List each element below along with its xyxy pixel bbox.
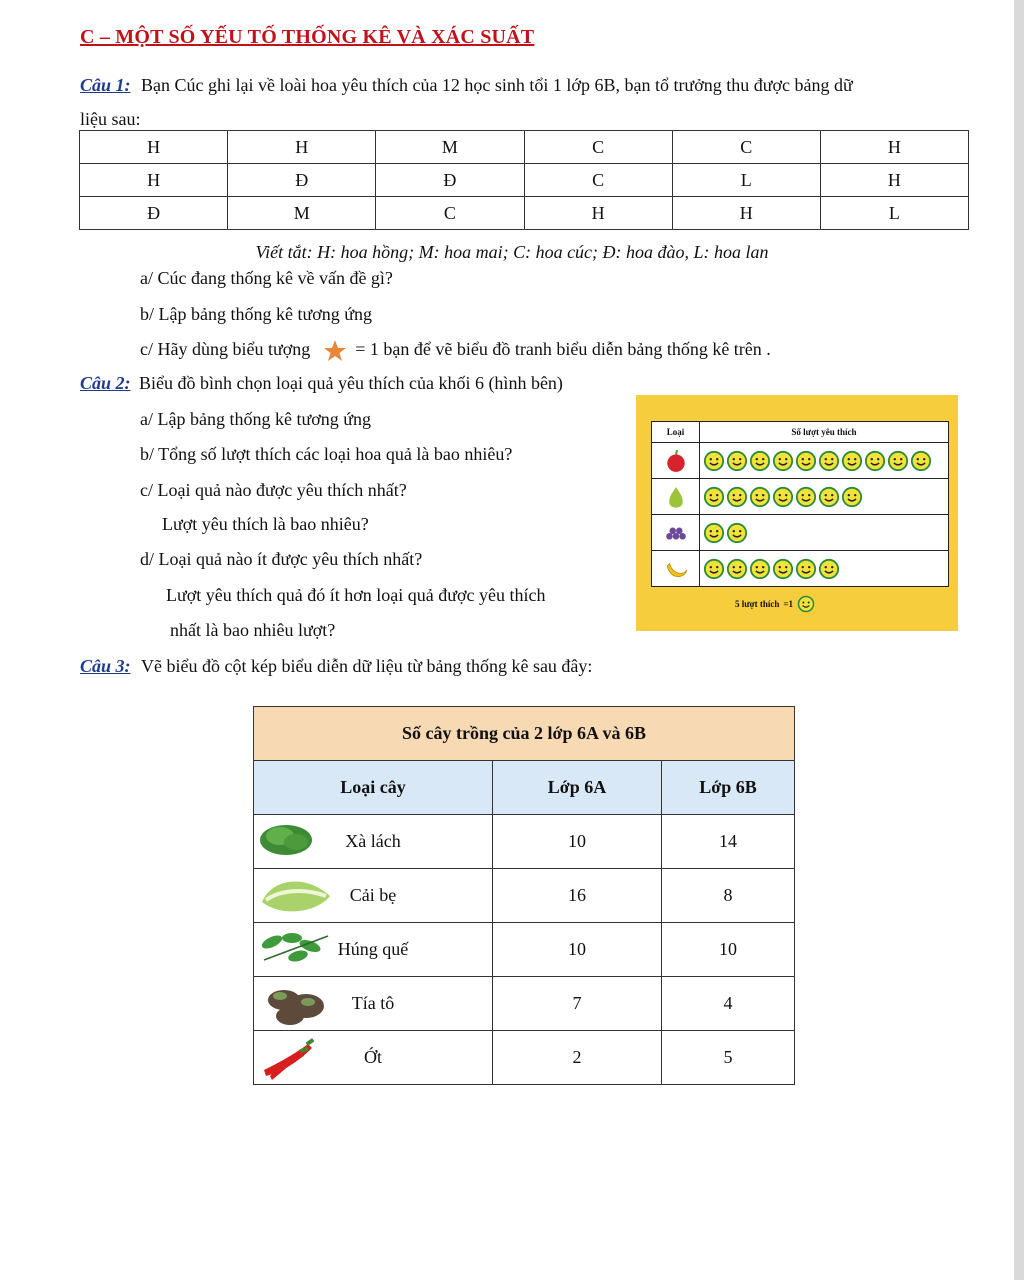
q1-table-cell: C xyxy=(524,164,672,197)
tree-name-cell xyxy=(254,977,493,1031)
tree-name: Húng quế xyxy=(337,939,409,959)
smiley-icon xyxy=(703,558,725,580)
q3-intro-line xyxy=(80,655,592,677)
q2-part-a: a/ Lập bảng thống kê tương ứng xyxy=(140,409,371,429)
smiley-icon xyxy=(887,450,909,472)
smiley-icon xyxy=(864,450,886,472)
q1-part-a: a/ Cúc đang thống kê về vấn đề gì? xyxy=(140,268,393,288)
q1-table-cell: H xyxy=(80,164,228,197)
bok-choy-icon xyxy=(258,872,334,920)
tree-count-6b: 5 xyxy=(662,1031,795,1085)
legend-eq: =1 xyxy=(783,599,794,609)
tree-table xyxy=(253,706,795,1085)
banana-icon xyxy=(664,557,688,581)
q2-intro-line xyxy=(80,372,563,394)
q1-part-c-after: = 1 bạn để vẽ biểu đồ tranh biểu diễn bảng thống kê trên . xyxy=(355,339,771,359)
tree-name-cell xyxy=(254,815,493,869)
q1-table-cell: H xyxy=(228,131,376,164)
smiley-icon xyxy=(772,486,794,508)
star-icon xyxy=(323,339,347,363)
smiley-icon xyxy=(795,450,817,472)
q2-part-d: d/ Loại quả nào ít được yêu thích nhất? xyxy=(140,549,423,569)
smiley-icon xyxy=(818,558,840,580)
q2-intro-text: Biểu đồ bình chọn loại quả yêu thích của khối 6 (hình bên) xyxy=(139,373,563,393)
smiley-icon xyxy=(797,595,815,613)
q1-table-cell: H xyxy=(524,197,672,230)
smiley-icon xyxy=(772,558,794,580)
perilla-icon xyxy=(258,980,334,1030)
pictograph-row xyxy=(652,550,948,586)
section-heading: C – MỘT SỐ YẾU TỐ THỐNG KÊ VÀ XÁC SUẤT xyxy=(80,26,535,48)
smiley-icon xyxy=(726,450,748,472)
lettuce-icon xyxy=(258,818,318,862)
smiley-icon xyxy=(749,486,771,508)
q2-part-d-cont2: nhất là bao nhiêu lượt? xyxy=(170,620,336,640)
pictograph-col-type: Loại xyxy=(652,422,700,442)
q1-table-row xyxy=(80,164,969,197)
smiley-icon xyxy=(795,486,817,508)
q1-table-cell: C xyxy=(524,131,672,164)
q1-table-cell: M xyxy=(376,131,524,164)
tree-table-row xyxy=(254,977,795,1031)
tree-table-row xyxy=(254,923,795,977)
q2-part-c-cont: Lượt yêu thích là bao nhiêu? xyxy=(162,514,369,534)
q2-part-b: b/ Tổng số lượt thích các loại hoa quả là bao nhiêu? xyxy=(140,444,513,464)
tree-name-cell xyxy=(254,1031,493,1085)
tree-header-6b: Lớp 6B xyxy=(662,761,795,815)
tree-name: Ớt xyxy=(364,1047,382,1067)
tree-name: Cải bẹ xyxy=(349,885,397,905)
q1-table-cell: L xyxy=(672,164,820,197)
smiley-icon xyxy=(749,450,771,472)
q1-intro-cont: liệu sau: xyxy=(80,109,141,129)
q1-table-cell: H xyxy=(820,131,968,164)
q1-data-table xyxy=(79,130,969,230)
q1-label: Câu 1: xyxy=(80,75,131,95)
q1-part-b: b/ Lập bảng thống kê tương ứng xyxy=(140,304,372,324)
pictograph-header xyxy=(652,422,948,442)
smiley-icon xyxy=(841,450,863,472)
pictograph-legend xyxy=(735,595,815,613)
pictograph-row xyxy=(652,478,948,514)
smiley-icon xyxy=(703,450,725,472)
q1-table-cell: C xyxy=(672,131,820,164)
smiley-icon xyxy=(703,486,725,508)
smiley-icon xyxy=(703,522,725,544)
tree-count-6b: 10 xyxy=(662,923,795,977)
tree-count-6a: 7 xyxy=(493,977,662,1031)
tree-header-type: Loại cây xyxy=(254,761,493,815)
apple-icon xyxy=(664,449,688,473)
pictograph-row xyxy=(652,442,948,478)
q1-table-cell: Đ xyxy=(376,164,524,197)
q1-table-cell: H xyxy=(820,164,968,197)
pictograph-grid xyxy=(651,421,949,587)
q2-part-d-cont: Lượt yêu thích quả đó ít hơn loại quả được yêu thích xyxy=(166,585,546,605)
tree-name: Tía tô xyxy=(351,993,395,1013)
tree-header-6a: Lớp 6A xyxy=(493,761,662,815)
smiley-icon xyxy=(818,450,840,472)
legend-text: 5 lượt thích xyxy=(735,599,780,609)
q1-table-cell: L xyxy=(820,197,968,230)
smiley-icon xyxy=(726,522,748,544)
smiley-icon xyxy=(772,450,794,472)
tree-table-row xyxy=(254,869,795,923)
q1-abbreviation: Viết tắt: H: hoa hồng; M: hoa mai; C: hoa cúc; Đ: hoa đào, L: hoa lan xyxy=(255,242,769,262)
tree-name: Xà lách xyxy=(345,831,401,851)
q1-table-cell: H xyxy=(672,197,820,230)
smiley-icon xyxy=(726,486,748,508)
q1-table-row xyxy=(80,131,969,164)
q1-table-cell: M xyxy=(228,197,376,230)
q3-intro-text: Vẽ biểu đồ cột kép biểu diễn dữ liệu từ bảng thống kê sau đây: xyxy=(141,656,593,676)
grape-icon xyxy=(664,521,688,545)
smiley-icon xyxy=(818,486,840,508)
tree-count-6b: 14 xyxy=(662,815,795,869)
chili-icon xyxy=(258,1034,318,1080)
q1-intro-line xyxy=(80,74,853,96)
fruit-pictograph xyxy=(636,395,958,631)
tree-count-6b: 8 xyxy=(662,869,795,923)
q1-table-cell: Đ xyxy=(228,164,376,197)
pear-icon xyxy=(664,485,688,509)
pictograph-col-count: Số lượt yêu thích xyxy=(791,427,857,437)
tree-count-6a: 10 xyxy=(493,923,662,977)
q2-label: Câu 2: xyxy=(80,373,131,393)
tree-name-cell xyxy=(254,869,493,923)
tree-count-6b: 4 xyxy=(662,977,795,1031)
smiley-icon xyxy=(795,558,817,580)
q2-part-c: c/ Loại quả nào được yêu thích nhất? xyxy=(140,480,407,500)
q1-table-cell: H xyxy=(80,131,228,164)
page-border xyxy=(1014,0,1024,1280)
q1-intro-text: Bạn Cúc ghi lại về loài hoa yêu thích của 12 học sinh tổi 1 lớp 6B, bạn tổ trưởng thu được bảng dữ xyxy=(141,75,853,95)
tree-count-6a: 10 xyxy=(493,815,662,869)
q1-table-row xyxy=(80,197,969,230)
smiley-icon xyxy=(749,558,771,580)
q1-table-cell: Đ xyxy=(80,197,228,230)
q1-part-c xyxy=(140,338,771,363)
basil-icon xyxy=(258,926,336,970)
tree-table-row xyxy=(254,1031,795,1085)
tree-table-title: Số cây trồng của 2 lớp 6A và 6B xyxy=(254,707,795,761)
smiley-icon xyxy=(841,486,863,508)
smiley-icon xyxy=(910,450,932,472)
tree-table-row xyxy=(254,815,795,869)
tree-count-6a: 2 xyxy=(493,1031,662,1085)
q1-part-c-before: c/ Hãy dùng biểu tượng xyxy=(140,339,311,359)
tree-name-cell xyxy=(254,923,493,977)
q1-table-cell: C xyxy=(376,197,524,230)
pictograph-row xyxy=(652,514,948,550)
tree-count-6a: 16 xyxy=(493,869,662,923)
smiley-icon xyxy=(726,558,748,580)
q3-label: Câu 3: xyxy=(80,656,131,676)
